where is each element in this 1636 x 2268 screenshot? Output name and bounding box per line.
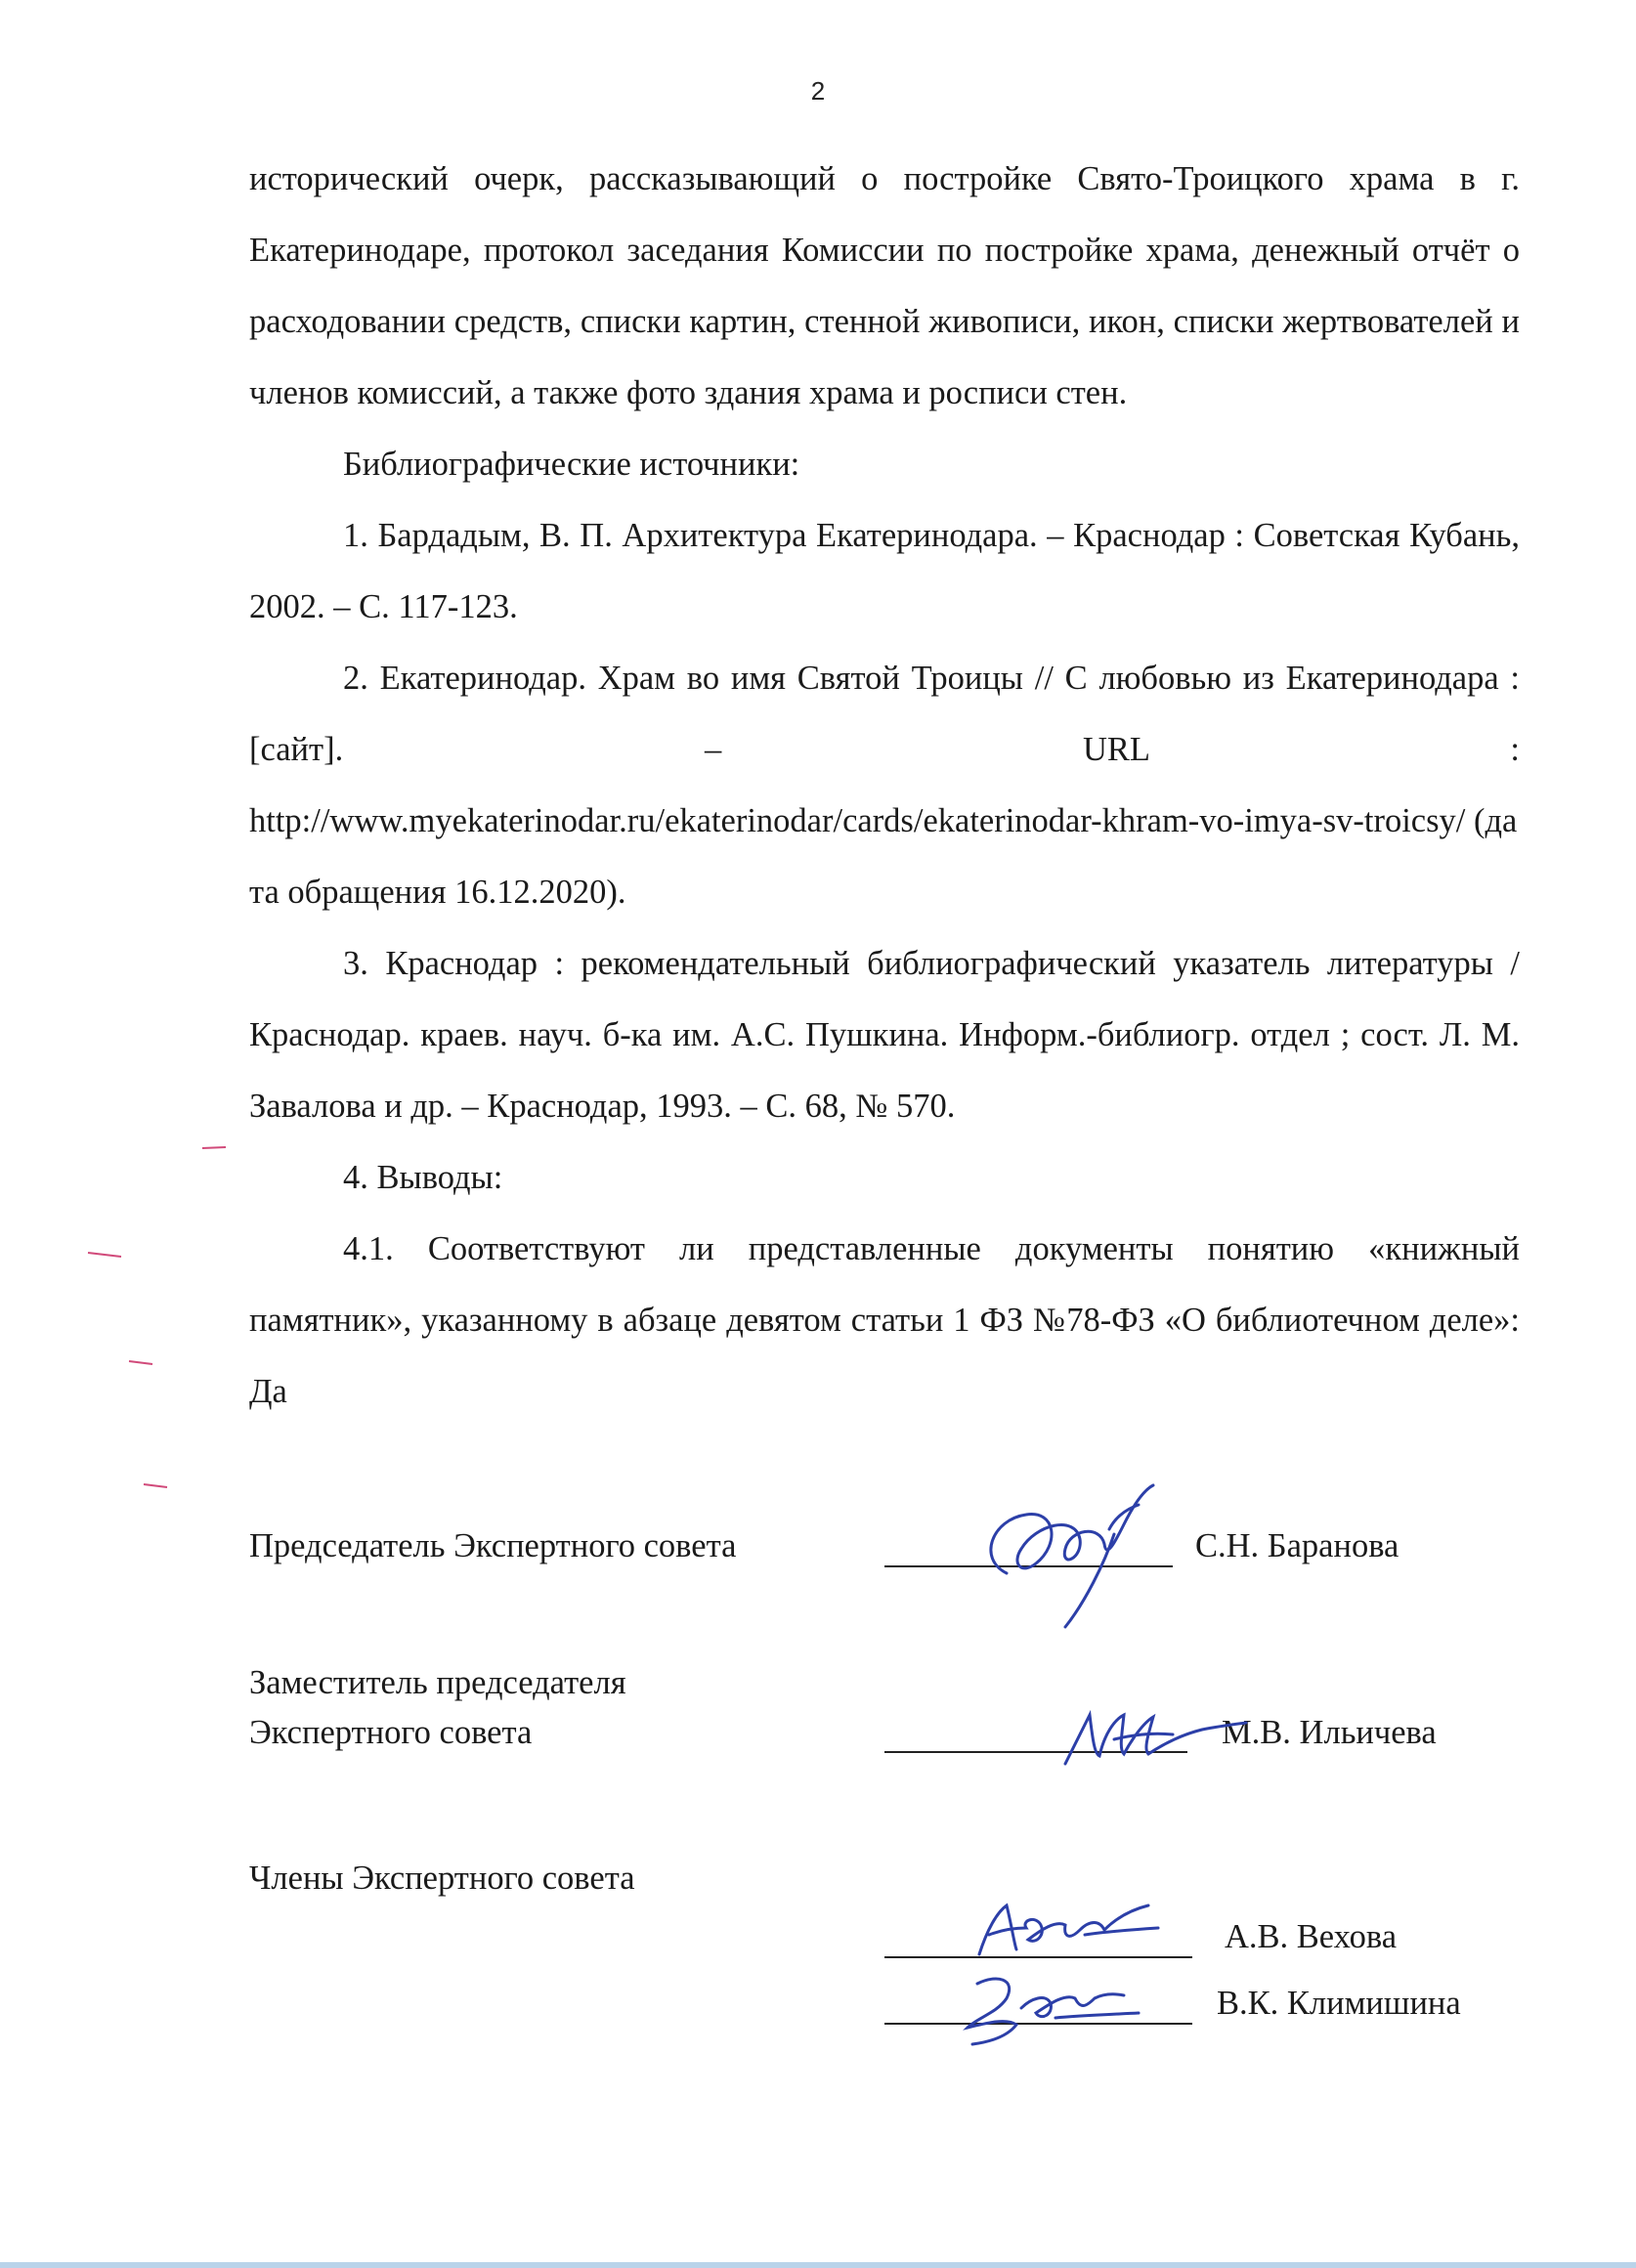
chairman-signature-icon xyxy=(968,1466,1183,1632)
deputy-role-line2: Экспертного совета xyxy=(249,1714,533,1751)
signature-row-deputy xyxy=(249,1661,1539,1759)
member-name-1: А.В. Вехова xyxy=(1225,1918,1398,1955)
margin-mark-icon xyxy=(86,1249,125,1261)
deputy-signature-icon xyxy=(1055,1695,1251,1783)
member-2-signature-icon xyxy=(938,1964,1153,2052)
conclusion-4-1: 4.1. Соответствуют ли представленные документы понятию «книжный памятник», указанному в абзаце девятом статьи 1 ФЗ №78-ФЗ «О библиотечном деле»: Да xyxy=(249,1230,1520,1410)
signature-row-members xyxy=(249,1857,1539,2033)
bibliography-item-2-url: http://www.myekaterinodar.ru/ekaterinodar/cards/ekaterinodar-khram-vo-imya-sv-troicsy/ (дата обращения 16.12.2020). xyxy=(249,802,1518,911)
document-body xyxy=(249,144,1520,1428)
conclusions-heading: 4. Выводы: xyxy=(343,1159,503,1196)
members-role: Члены Экспертного совета xyxy=(249,1860,635,1897)
chairman-role: Председатель Экспертного совета xyxy=(249,1527,737,1564)
page-number: 2 xyxy=(810,76,826,106)
deputy-role-line1: Заместитель председателя xyxy=(249,1664,626,1701)
margin-mark-icon xyxy=(142,1480,171,1490)
bibliography-item-1: 1. Бардадым, В. П. Архитектура Екатеринодара. – Краснодар : Советская Кубань, 2002. – С. 117-123. xyxy=(249,517,1520,625)
chairman-name: С.Н. Баранова xyxy=(1195,1527,1399,1564)
signature-row-chairman xyxy=(249,1524,1539,1583)
scan-edge xyxy=(0,2262,1636,2268)
paragraph-description: исторический очерк, рассказывающий о постройке Свято-Троицкого храма в г. Екатеринодаре, протокол заседания Комиссии по постройке храма, денежный отчёт о расходовании средств, списки картин, стенной живописи, икон, списки жертвователей и членов комиссий, а также фото здания храма и росписи стен. xyxy=(249,160,1520,411)
member-1-signature-icon xyxy=(968,1891,1163,1969)
paragraph-bibliography-heading: Библиографические источники: xyxy=(343,446,800,483)
deputy-name: М.В. Ильичева xyxy=(1222,1714,1437,1751)
margin-mark-icon xyxy=(127,1358,156,1368)
bibliography-item-3: 3. Краснодар : рекомендательный библиографический указатель литературы / Краснодар. краев. науч. б-ка им. А.С. Пушкина. Информ.-библиогр. отдел ; сост. Л. М. Завалова и др. – Краснодар, 1993. – С. 68, № 570. xyxy=(249,945,1520,1125)
margin-mark-icon xyxy=(200,1143,230,1153)
member-name-2: В.К. Климишина xyxy=(1217,1985,1461,2022)
bibliography-item-2: 2. Екатеринодар. Храм во имя Святой Троицы // С любовью из Екатеринодара : [сайт]. – URL : xyxy=(249,660,1520,768)
